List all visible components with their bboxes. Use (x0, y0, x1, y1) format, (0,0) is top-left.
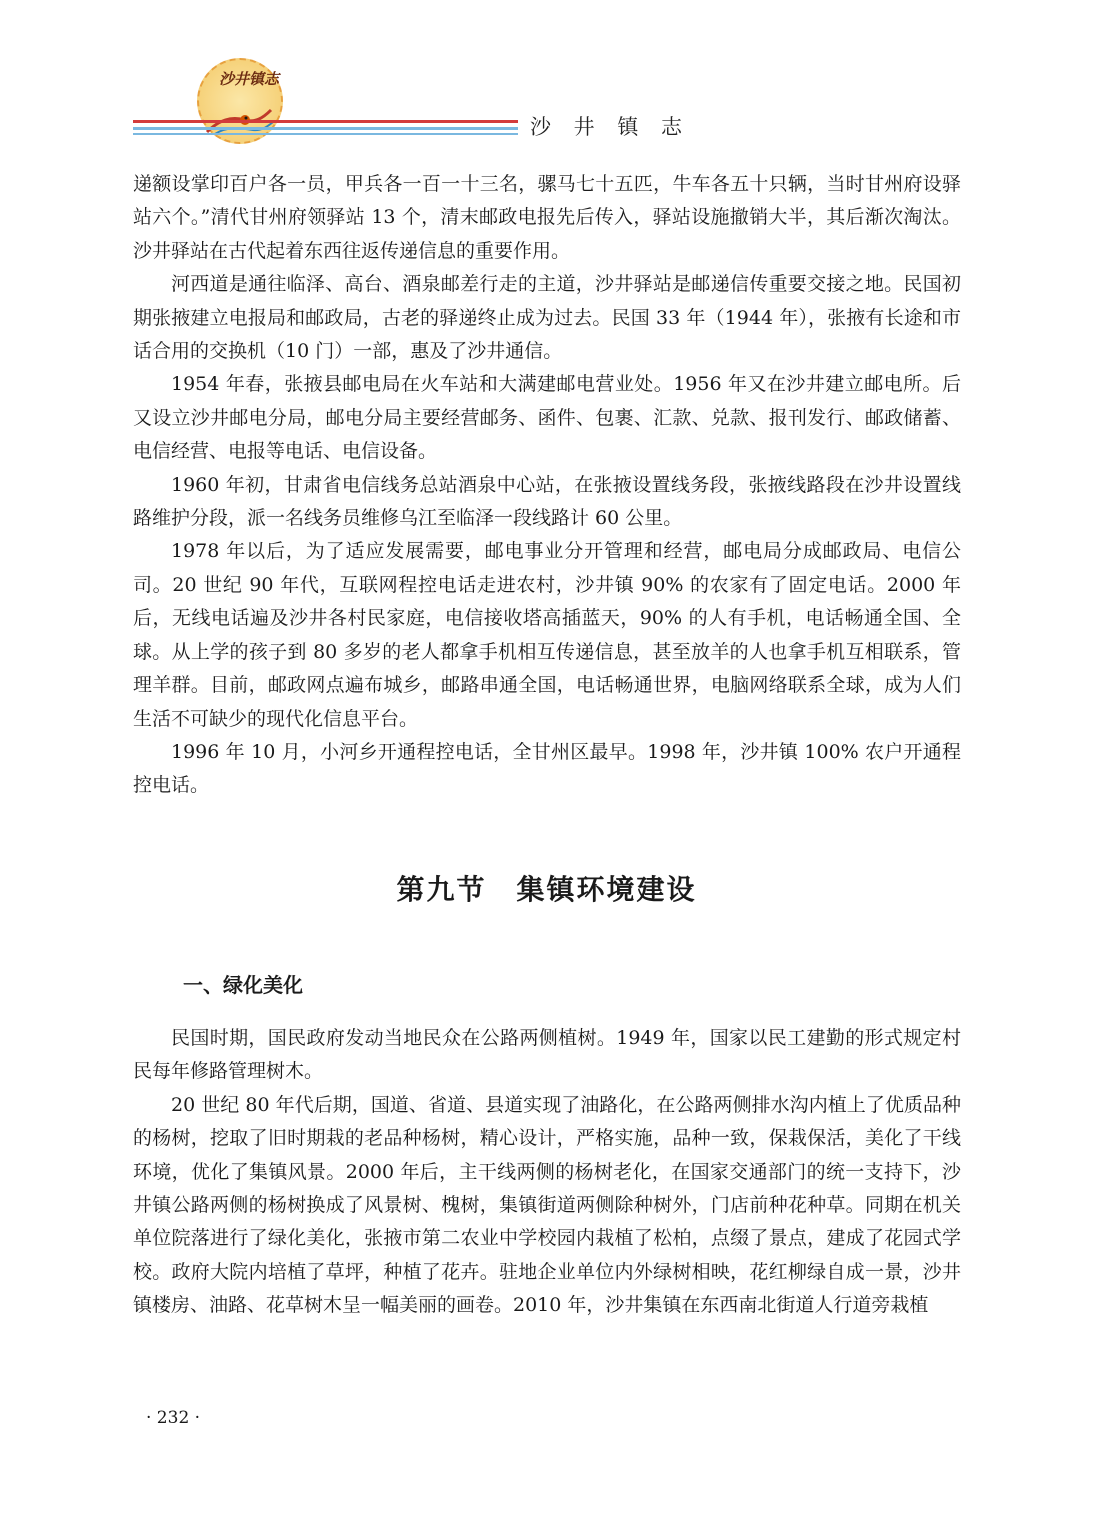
running-title: 沙 井 镇 志 (530, 115, 691, 139)
section-title: 第九节 集镇环境建设 (396, 873, 697, 906)
header-rule-red (133, 120, 518, 123)
page-header (0, 0, 1093, 150)
paragraph: 1954 年春，张掖县邮电局在火车站和大满建邮电营业处。1956 年又在沙井建立邮电所。后又设立沙井邮电分局，邮电分局主要经营邮务、函件、包裹、汇款、兑款、报刊发行、邮政储蓄、电信经营、电报等电话、电信设备。 (133, 373, 961, 463)
seal-text: 沙井镇志 (219, 70, 280, 88)
paragraph: 民国时期，国民政府发动当地民众在公路两侧植树。1949 年，国家以民工建勤的形式规定村民每年修路管理树木。 (133, 1027, 961, 1083)
paragraph: 递额设掌印百户各一员，甲兵各一百一十三名，骡马七十五匹，牛车各五十只辆，当时甘州府设驿站六个。”清代甘州府领驿站 13 个，清末邮政电报先后传入，驿站设施撤销大半，其后渐次淘汰。沙井驿站在古代起着东西往返传递信息的重要作用。 (133, 173, 961, 262)
paragraph: 20 世纪 80 年代后期，国道、省道、县道实现了油路化，在公路两侧排水沟内植上了优质品种的杨树，挖取了旧时期栽的老品种杨树，精心设计，严格实施，品种一致，保栽保活，美化了干线环境，优化了集镇风景。2000 年后，主干线两侧的杨树老化，在国家交通部门的统一支持下，沙井镇公路两侧的杨树换成了风景树、槐树，集镇街道两侧除种树外，门店前种花种草。同期在机关单位院落进行了绿化美化，张掖市第二农业中学校园内栽植了松柏，点缀了景点，建成了花园式学校。政府大院内培植了草坪，种植了花卉。驻地企业单位内外绿树相映，花红柳绿自成一景，沙井镇楼房、油路、花草树木呈一幅美丽的画卷。2010 年，沙井集镇在东西南北街道人行道旁栽植 (133, 1093, 961, 1317)
body-text-bottom (133, 1022, 961, 1323)
book-seal-logo (197, 58, 283, 144)
paragraph: 河西道是通往临泽、高台、酒泉邮差行走的主道，沙井驿站是邮递信传重要交接之地。民国初期张掖建立电报局和邮政局，古老的驿递终止成为过去。民国 33 年（1944 年），张掖有长途和市话合用的交换机（10 门）一部，惠及了沙井通信。 (133, 273, 961, 363)
body-text-top (133, 168, 961, 803)
header-rule-blue-thin (133, 133, 518, 135)
header-rule-blue (133, 127, 518, 130)
paragraph: 1960 年初，甘肃省电信线务总站酒泉中心站，在张掖设置线务段，张掖线路段在沙井设置线路维护分段，派一名线务员维修乌江至临泽一段线路计 60 公里。 (133, 473, 961, 530)
paragraph: 1996 年 10 月，小河乡开通程控电话，全甘州区最早。1998 年，沙井镇 100% 农户开通程控电话。 (133, 740, 961, 797)
page-number: · 232 · (146, 1408, 201, 1428)
subheading: 一、绿化美化 (183, 973, 303, 997)
paragraph: 1978 年以后，为了适应发展需要，邮电事业分开管理和经营，邮电局分成邮政局、电信公司。20 世纪 90 年代，互联网程控电话走进农村，沙井镇 90% 的农家有了固定电话。2000 年后，无线电话遍及沙井各村民家庭，电信接收塔高插蓝天，90% 的人有手机，电话畅通全国、全球。从上学的孩子到 80 多岁的老人都拿手机相互传递信息，甚至放羊的人也拿手机互相联系，管理羊群。目前，邮政网点遍布城乡，邮路串通全国，电话畅通世界，电脑网络联系全球，成为人们生活不可缺少的现代化信息平台。 (133, 540, 961, 730)
